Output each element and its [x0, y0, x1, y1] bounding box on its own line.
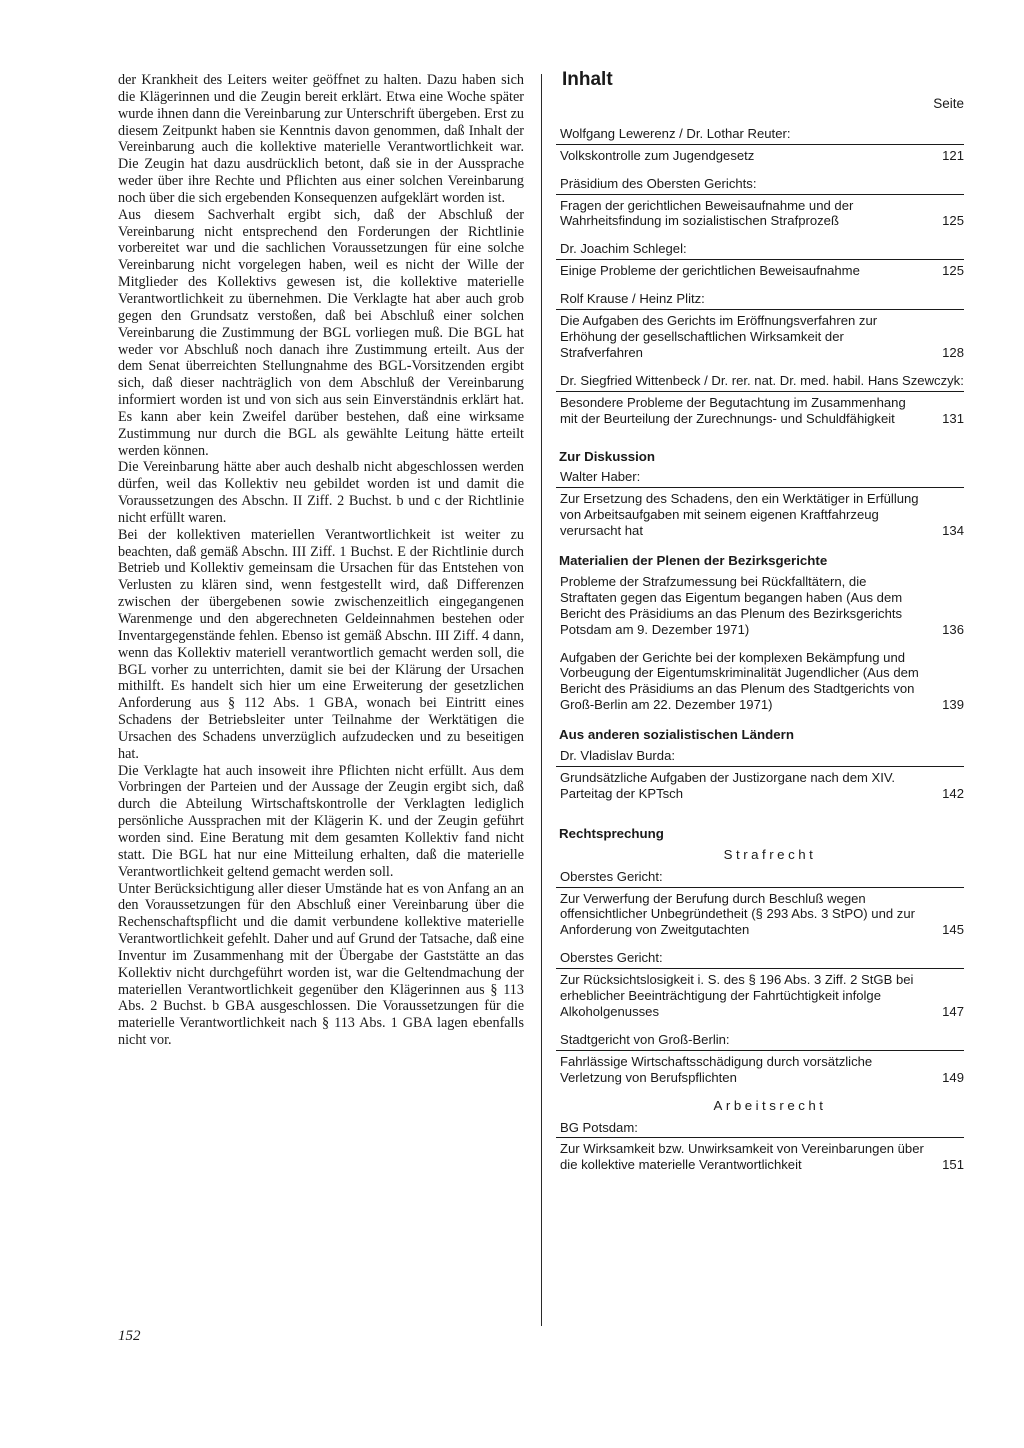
entry-title: Zur Ersetzung des Schadens, den ein Werktätiger in Erfüllung von Arbeitsaufgaben mit seinem eigenen Kraftfahrzeug verursacht hat [560, 491, 919, 539]
table-of-contents [556, 69, 964, 1185]
section-title: Rechtsprechung [559, 825, 664, 841]
entry-body [556, 491, 964, 539]
toc-section [556, 553, 964, 713]
entry-author: Dr. Vladislav Burda: [556, 748, 964, 767]
toc-entry [556, 373, 964, 427]
entry-page-number: 147 [942, 1003, 964, 1019]
entry-author: Rolf Krause / Heinz Plitz: [556, 291, 964, 310]
entry-body [556, 650, 964, 714]
toc-entry [556, 574, 964, 638]
toc-section [556, 826, 964, 1173]
entry-author: Dr. Joachim Schlegel: [556, 241, 964, 260]
entry-page-number: 121 [942, 147, 964, 163]
entry-title: Aufgaben der Gerichte bei der komplexen Bekämpfung und Vorbeugung der Eigentumskriminalität Jugendlicher (Aus dem Bericht des Präsidiums an das Plenum des Stadtgerichts von Groß-Berlin am 22. Dezember 1971) [560, 649, 919, 713]
toc-entry [556, 241, 964, 279]
entry-title: Fragen der gerichtlichen Beweisaufnahme und der Wahrheitsfindung im sozialistischen Strafprozeß [560, 197, 854, 229]
entry-title: Fahrlässige Wirtschaftsschädigung durch vorsätzliche Verletzung von Berufspflichten [560, 1053, 873, 1085]
entry-author: Oberstes Gericht: [556, 950, 964, 969]
toc-section [556, 727, 964, 802]
section-title: Materialien der Plenen der Bezirksgerichte [559, 553, 828, 569]
toc-entry [556, 291, 964, 361]
article-paragraph: Die Verklagte hat auch insoweit ihre Pflichten nicht erfüllt. Aus dem Vorbringen der Parteien und der Aussage der Zeugin ergibt sich, daß durch die Abteilung Wirtschaftskontrolle der Verklagten lediglich persönliche Aussprachen mit der Klägerin K. und der Zeugin geführt worden sind. Eine Beratung mit dem gesamten Kollektiv fand nicht statt. Die BGL hat nur eine Mitteilung erhalten, daß die materielle Verantwortlichkeit geltend gemacht werden soll. [118, 762, 524, 880]
article-column [118, 72, 524, 1049]
entry-title: Die Aufgaben des Gerichts im Eröffnungsverfahren zur Erhöhung der gesellschaftlichen Wirksamkeit der Strafverfahren [560, 313, 878, 360]
toc-entry [556, 1120, 964, 1174]
entry-body [556, 395, 964, 427]
entry-title: Zur Verwerfung der Berufung durch Beschluß wegen offensichtlicher Unbegründetheit (§ 293 Abs. 3 StPO) und zur Anforderung von Zweitgutachten [560, 890, 915, 938]
entry-author: Präsidium des Obersten Gerichts: [556, 176, 964, 195]
entry-author: BG Potsdam: [556, 1120, 964, 1139]
entry-page-number: 145 [942, 922, 964, 938]
entry-body [556, 313, 964, 361]
toc-section [556, 449, 964, 540]
entry-author: Wolfgang Lewerenz / Dr. Lothar Reuter: [556, 126, 964, 145]
entry-page-number: 134 [942, 523, 964, 539]
entry-title: Grundsätzliche Aufgaben der Justizorgane nach dem XIV. Parteitag der KPTsch [560, 770, 896, 801]
article-paragraph: Aus diesem Sachverhalt ergibt sich, daß der Abschluß der Vereinbarung nicht entsprechend den Forderungen der Richtlinie vorbereitet war und die sachlichen Voraussetzungen für eine solche Vereinbarung nicht vorgelegen haben, weil es nicht der Wille der Mitglieder des Kollektivs gewesen ist, die kollektive materielle Verantwortlichkeit zu übernehmen. Die Verklagte hat aber auch grob gegen den Grundsatz verstoßen, daß bei Abschluß einer solchen Vereinbarung die Zustimmung der BGL vorliegen muß. Die BGL hat weder vor Abschluß noch danach ihre Zustimmung erteilt. Aus der dem Senat überreichten Stellungnahme des BGL-Vorsitzenden ergibt sich, daß dieser nachträglich von dem Abschluß der Vereinbarung informiert worden ist und von sich aus sein Einverständnis erklärt hat. Es kann aber kein Zweifel darüber bestehen, daß eine wirksame Zustimmung nur durch die BGL als gewählte Leitung hätte erteilt werden können. [118, 206, 524, 459]
toc-entry [556, 748, 964, 802]
toc-sections [556, 126, 964, 1173]
entry-title: Zur Rücksichtslosigkeit i. S. des § 196 Abs. 3 Ziff. 2 StGB bei erheblicher Beeinträchtigung der Fahrtüchtigkeit infolge Alkoholgenusses [560, 972, 914, 1019]
entry-title: Besondere Probleme der Begutachtung im Zusammenhang mit der Beurteilung der Zurechnungs- und Schuldfähigkeit [560, 394, 906, 426]
entry-body [556, 770, 964, 802]
entry-page-number: 149 [942, 1069, 964, 1085]
entry-body [556, 891, 964, 939]
toc-heading: Inhalt [562, 69, 613, 90]
entry-title: Einige Probleme der gerichtlichen Beweisaufnahme [560, 263, 860, 279]
entry-body [556, 263, 964, 279]
entry-author: Oberstes Gericht: [556, 869, 964, 888]
article-paragraph: Unter Berücksichtigung aller dieser Umstände hat es von Anfang an an den Voraussetzungen für den Abschluß einer Vereinbarung über die Rechenschaftspflicht und die damit verbundene kollektive materielle Verantwortlichkeit gefehlt. Daher und auf Grund der Tatsache, daß eine Inventur im Zusammenhang mit der Übergabe der Gaststätte an das Kollektiv nicht durchgeführt worden ist, war die Geltendmachung der materiellen Verantwortlichkeit gegenüber den Klägerinnen aus § 113 Abs. 2 Buchst. b GBA ausgeschlossen. Die Voraussetzungen für die materielle Verantwortlichkeit nach § 113 Abs. 1 GBA lagen ebenfalls nicht vor. [118, 880, 524, 1049]
toc-entry [556, 869, 964, 939]
entry-page-number: 128 [942, 344, 964, 360]
article-paragraph: Bei der kollektiven materiellen Verantwortlichkeit ist weiter zu beachten, daß gemäß Abschn. III Ziff. 1 Buchst. E der Richtlinie durch Betrieb und Kollektiv gemeinsam die Ursachen für das Entstehen von Verlusten zu klären sind, wenn festgestellt wird, daß Differenzen zwischen der übergebenen sowie zwischenzeitlich eingegangenen Warenmenge und den abgerechneten Geldeinnahmen bestehen oder Inventargegenstände fehlen. Ebenso ist gemäß Abschn. III Ziff. 4 dann, wenn das Kollektiv materiell verantwortlich gemacht werden soll, die BGL vorher zu unterrichten, damit sie bei der Klärung der Ursachen mithilft. Es handelt sich hier um eine Erweiterung der gesetzlichen Anforderung aus § 112 Abs. 1 GBA, wonach bei Eintritt eines Schadens der Betriebsleiter unter Teilnahme der Werktätigen die Ursachen des Schadens unverzüglich aufzudecken und zu beseitigen hat. [118, 526, 524, 762]
entry-page-number: 125 [942, 213, 964, 229]
subsection-title: Strafrecht [723, 846, 817, 862]
entry-page-number: 125 [942, 263, 964, 279]
section-title: Zur Diskussion [559, 448, 656, 464]
entry-title: Zur Wirksamkeit bzw. Unwirksamkeit von Vereinbarungen über die kollektive materielle Verantwortlichkeit [560, 1141, 924, 1173]
entry-body [556, 1054, 964, 1086]
entry-page-number: 131 [942, 410, 964, 426]
toc-entry [556, 650, 964, 714]
article-paragraph: Die Vereinbarung hätte aber auch deshalb nicht abgeschlossen werden dürfen, weil das Kollektiv neu gebildet worden ist und damit die Voraussetzungen des Abschn. II Ziff. 2 Buchst. b und c der Richtlinie nicht erfüllt waren. [118, 459, 524, 526]
entry-page-number: 136 [942, 621, 964, 637]
entry-body [556, 198, 964, 230]
entry-author: Walter Haber: [556, 469, 964, 488]
subsection-title: Arbeitsrecht [713, 1097, 827, 1113]
article-paragraph: der Krankheit des Leiters weiter geöffnet zu halten. Dazu haben sich die Klägerinnen und die Zeugin bereit erklärt. Etwa eine Woche später wurde ihnen dann die Vereinbarung zur Unterschrift übergeben. Erst zu diesem Zeitpunkt haben sie Kenntnis davon genommen, daß Inhalt der Vereinbarung auch die kollektive materielle Verantwortlichkeit war. Die Zeugin hat dazu ausdrücklich betont, daß sie in der Aussprache weder über ihre Rechte und Pflichten aus einer solchen Vereinbarung noch über die sich ergebenden Konsequenzen aufgeklärt worden ist. [118, 72, 524, 206]
entry-body [556, 148, 964, 164]
entry-page-number: 139 [942, 697, 964, 713]
entry-page-number: 151 [942, 1157, 964, 1173]
toc-section [556, 126, 964, 427]
column-divider [541, 74, 542, 1326]
entry-title: Volkskontrolle zum Jugendgesetz [560, 147, 755, 163]
page-column-label: Seite [933, 95, 964, 111]
entry-title: Probleme der Strafzumessung bei Rückfalltätern, die Straftaten gegen das Eigentum begangen haben (Aus dem Bericht des Präsidiums an das Plenum des Bezirksgerichts Potsdam am 9. Dezember 1971) [560, 573, 903, 637]
entry-body [556, 574, 964, 638]
toc-entry [556, 126, 964, 164]
entry-body [556, 1141, 964, 1173]
toc-entry [556, 176, 964, 230]
section-title: Aus anderen sozialistischen Ländern [559, 727, 794, 743]
toc-entry [556, 1032, 964, 1086]
page-number: 152 [118, 1328, 141, 1344]
entry-page-number: 142 [942, 785, 964, 801]
toc-entry [556, 950, 964, 1020]
entry-body [556, 972, 964, 1020]
toc-entry [556, 469, 964, 539]
entry-author: Dr. Siegfried Wittenbeck / Dr. rer. nat. Dr. med. habil. Hans Szewczyk: [556, 373, 964, 392]
entry-author: Stadtgericht von Groß-Berlin: [556, 1032, 964, 1051]
